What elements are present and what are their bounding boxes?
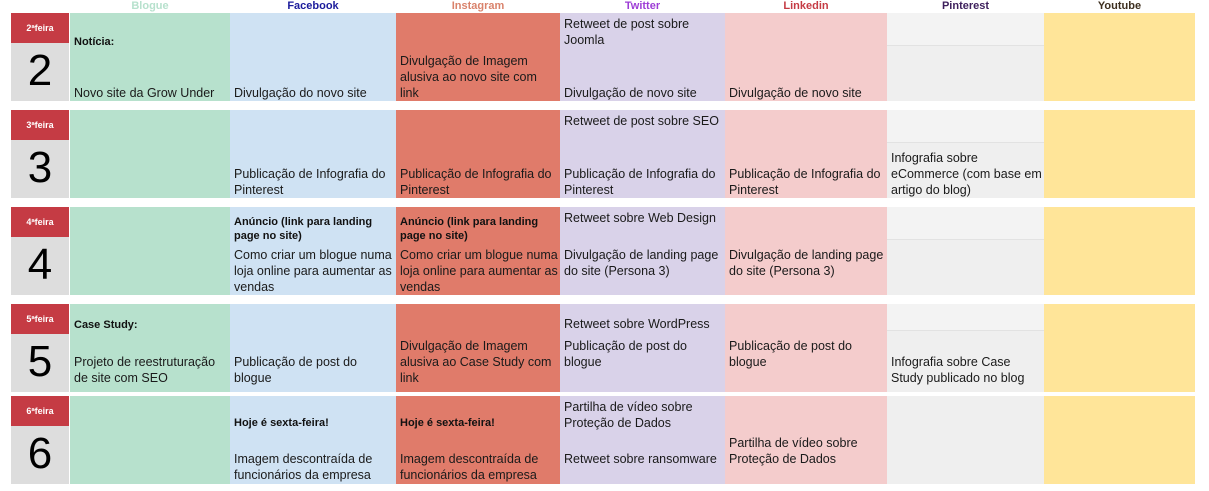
day-name: 6ªfeira — [11, 396, 69, 426]
cell-blogue[interactable] — [70, 207, 230, 295]
day-number: 2 — [11, 43, 69, 101]
cell-text: Divulgação do novo site — [234, 86, 367, 100]
cell-youtube[interactable] — [1044, 13, 1195, 101]
day-label — [11, 396, 69, 484]
cell-text: Imagem descontraída de funcionários da empresa — [234, 452, 373, 482]
cell-blogue[interactable] — [70, 110, 230, 198]
cell-divider — [887, 13, 1044, 46]
cell-blogue[interactable] — [70, 13, 230, 101]
day-name: 3ªfeira — [11, 110, 69, 140]
cell-text-bottom: Publicação de Infografia do Pinterest — [564, 167, 716, 197]
cell-twitter[interactable] — [560, 110, 725, 198]
cell-text: Como criar um blogue numa loja online para aumentar as vendas — [400, 248, 558, 294]
cell-pinterest[interactable] — [887, 110, 1044, 198]
cell-text-top: Partilha de vídeo sobre Proteção de Dados — [564, 400, 693, 430]
cell-instagram[interactable] — [396, 207, 560, 295]
day-row — [0, 110, 1209, 198]
cell-text-bottom: Retweet sobre ransomware — [564, 452, 717, 466]
cell-title: Hoje é sexta-feira! — [400, 417, 495, 429]
cell-text: Divulgação de Imagem alusiva ao Case Study com link — [400, 339, 552, 385]
day-label — [11, 304, 69, 392]
day-name: 2ªfeira — [11, 13, 69, 43]
cell-blogue[interactable] — [70, 304, 230, 392]
cell-facebook[interactable] — [230, 207, 396, 295]
cell-text-top: Retweet de post sobre SEO — [564, 114, 719, 128]
header-pinterest: Pinterest — [941, 0, 990, 12]
day-row — [0, 304, 1209, 392]
cell-text: Divulgação de novo site — [729, 86, 862, 100]
cell-text: Publicação de Infografia do Pinterest — [729, 167, 881, 197]
cell-divider — [887, 207, 1044, 240]
day-name: 5ªfeira — [11, 304, 69, 334]
cell-linkedin[interactable] — [725, 396, 887, 484]
cell-instagram[interactable] — [396, 110, 560, 198]
header-linkedin: Linkedin — [783, 0, 829, 12]
cell-twitter[interactable] — [560, 396, 725, 484]
cell-text: Publicação de Infografia do Pinterest — [234, 167, 386, 197]
cell-text-bottom: Divulgação de landing page do site (Persona 3) — [564, 248, 719, 278]
cell-title: Case Study: — [74, 319, 138, 331]
cell-linkedin[interactable] — [725, 110, 887, 198]
cell-text: Projeto de reestruturação de site com SEO — [74, 355, 216, 385]
cell-text-top: Retweet sobre WordPress — [564, 317, 710, 331]
cell-text: Divulgação de Imagem alusiva ao novo site com link — [400, 54, 537, 100]
day-number: 4 — [11, 237, 69, 295]
day-name: 4ªfeira — [11, 207, 69, 237]
cell-pinterest[interactable] — [887, 396, 1044, 484]
day-number: 6 — [11, 426, 69, 484]
cell-text: Como criar um blogue numa loja online para aumentar as vendas — [234, 248, 392, 294]
header-facebook: Facebook — [287, 0, 339, 12]
day-label — [11, 110, 69, 198]
cell-instagram[interactable] — [396, 13, 560, 101]
day-row — [0, 207, 1209, 295]
header-twitter: Twitter — [624, 0, 661, 12]
cell-text: Publicação de post do blogue — [729, 339, 853, 369]
cell-divider — [887, 304, 1044, 331]
cell-pinterest[interactable] — [887, 207, 1044, 295]
cell-text: Publicação de Infografia do Pinterest — [400, 167, 552, 197]
day-label — [11, 207, 69, 295]
cell-title: Hoje é sexta-feira! — [234, 417, 329, 429]
cell-pinterest[interactable] — [887, 304, 1044, 392]
cell-twitter[interactable] — [560, 304, 725, 392]
cell-linkedin[interactable] — [725, 207, 887, 295]
cell-text: Infografia sobre eCommerce (com base em artigo do blog) — [891, 151, 1042, 197]
cell-facebook[interactable] — [230, 396, 396, 484]
cell-blogue[interactable] — [70, 396, 230, 484]
cell-facebook[interactable] — [230, 13, 396, 101]
cell-instagram[interactable] — [396, 396, 560, 484]
cell-text: Publicação de post do blogue — [234, 355, 358, 385]
cell-linkedin[interactable] — [725, 304, 887, 392]
header-blogue: Blogue — [131, 0, 169, 12]
cell-title: Anúncio (link para landing page no site) — [234, 216, 373, 242]
cell-text-bottom: Divulgação de novo site — [564, 86, 697, 100]
cell-facebook[interactable] — [230, 304, 396, 392]
cell-twitter[interactable] — [560, 13, 725, 101]
cell-text: Novo site da Grow Under — [74, 86, 215, 100]
cell-text: Partilha de vídeo sobre Proteção de Dados — [729, 436, 858, 466]
cell-text-top: Retweet sobre Web Design — [564, 211, 716, 225]
cell-title: Anúncio (link para landing page no site) — [400, 216, 539, 242]
cell-text: Imagem descontraída de funcionários da empresa — [400, 452, 539, 482]
cell-title: Notícia: — [74, 36, 115, 48]
day-number: 5 — [11, 334, 69, 392]
day-row — [0, 13, 1209, 101]
cell-youtube[interactable] — [1044, 110, 1195, 198]
cell-instagram[interactable] — [396, 304, 560, 392]
cell-text-top: Retweet de post sobre Joomla — [564, 17, 690, 47]
cell-linkedin[interactable] — [725, 13, 887, 101]
cell-youtube[interactable] — [1044, 396, 1195, 484]
cell-text: Divulgação de landing page do site (Persona 3) — [729, 248, 884, 278]
header-instagram: Instagram — [451, 0, 505, 12]
cell-twitter[interactable] — [560, 207, 725, 295]
cell-youtube[interactable] — [1044, 304, 1195, 392]
cell-text: Infografia sobre Case Study publicado no blog — [891, 355, 1025, 385]
header-youtube: Youtube — [1097, 0, 1142, 12]
day-number: 3 — [11, 140, 69, 198]
day-label — [11, 13, 69, 101]
cell-facebook[interactable] — [230, 110, 396, 198]
cell-divider — [887, 110, 1044, 143]
day-row — [0, 396, 1209, 484]
cell-youtube[interactable] — [1044, 207, 1195, 295]
cell-pinterest[interactable] — [887, 13, 1044, 101]
cell-text-bottom: Publicação de post do blogue — [564, 339, 688, 369]
